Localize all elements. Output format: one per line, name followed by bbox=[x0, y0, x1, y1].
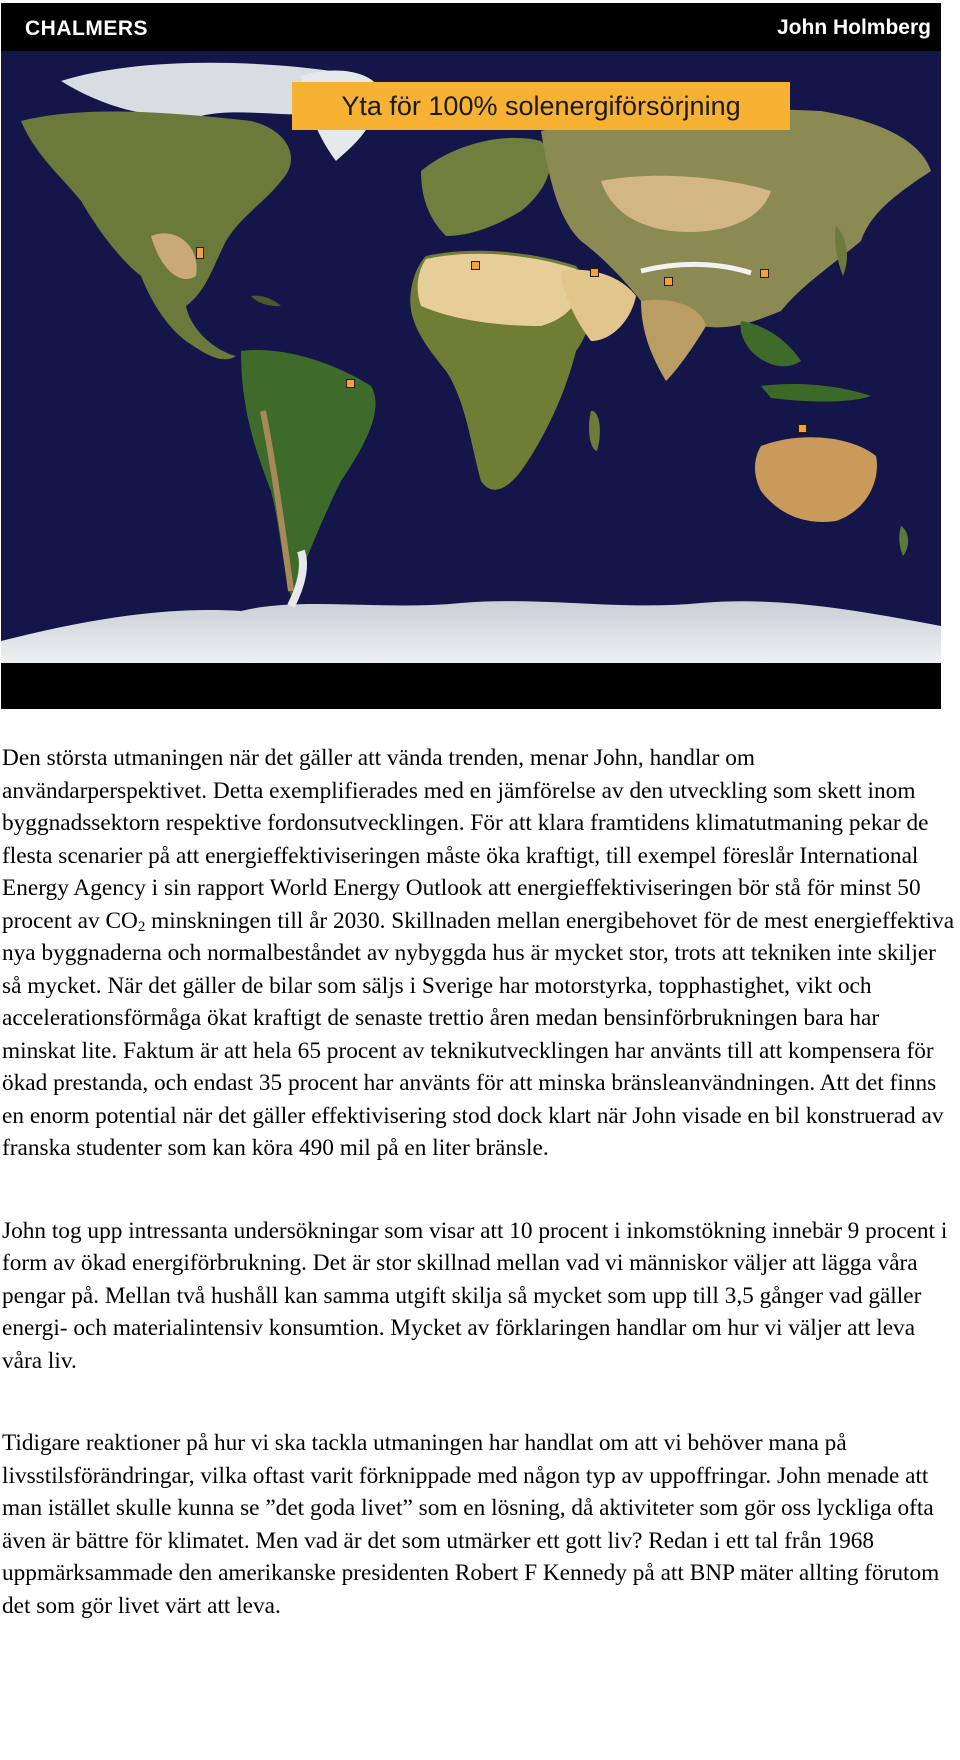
slide-image bbox=[1, 3, 941, 709]
world-map bbox=[1, 51, 941, 663]
paragraph-text: Den största utmaningen när det gäller att vända trenden, menar John, handlar om användarperspektivet. Detta exemplifierades med en jämförelse av den utveckling som skett inom byggnadssektorn respektive fordonsutvecklingen. För att klara framtidens klimatutmaning pekar de flesta scenarier på att energieffektiviseringen måste öka kraftigt, till exempel föreslår International Energy Agency i sin rapport World Energy Outlook att energieffektiviseringen bör stå för minst 50 procent av CO bbox=[2, 745, 929, 934]
article-paragraph: Tidigare reaktioner på hur vi ska tackla utmaningen har handlat om att vi behöver mana på livsstilsförändringar, vilka oftast varit förknippade med någon typ av uppoffringar. John menade att man istället skulle kunna se ”det goda livet” som en lösning, då aktiviteter som gör oss lyckliga ofta även är bättre för klimatet. Men vad är det som utmärker ett gott liv? Redan i ett tal från 1968 uppmärksammade den amerikanske presidenten Robert F Kennedy på att BNP mäter allting förutom det som gör livet värt att leva. bbox=[2, 1430, 940, 1619]
indonesia bbox=[761, 384, 871, 401]
australia bbox=[755, 437, 877, 522]
slide-header bbox=[1, 3, 941, 51]
co2-subscript: 2 bbox=[137, 918, 146, 935]
slide-title-banner bbox=[292, 82, 790, 130]
article-paragraph bbox=[2, 742, 957, 1165]
solar-area-marker-icon bbox=[196, 247, 204, 259]
caribbean bbox=[251, 296, 281, 307]
article-paragraph: John tog upp intressanta undersökningar som visar att 10 procent i inkomstökning innebär 9 procent i form av ökad energiförbrukning. Det är stor skillnad mellan vad vi människor väljer att lägga våra pengar på. Mellan två hushåll kan samma utgift skilja så mycket som upp till 3,5 gånger vad gäller energi- och materialintensiv konsumtion. Mycket av förklaringen handlar om hur vi väljer att leva våra liv. bbox=[2, 1217, 948, 1374]
slide-footer bbox=[1, 663, 941, 709]
southeast-asia bbox=[740, 321, 801, 366]
chalmers-logo: CHALMERS bbox=[25, 17, 148, 40]
solar-area-marker-icon bbox=[590, 268, 599, 277]
solar-area-marker-icon bbox=[346, 379, 355, 388]
new-zealand bbox=[899, 526, 908, 556]
slide-author: John Holmberg bbox=[776, 16, 931, 39]
south-america bbox=[241, 350, 376, 596]
article-body bbox=[2, 742, 957, 1622]
europe bbox=[421, 138, 550, 236]
solar-area-marker-icon bbox=[664, 277, 673, 286]
solar-area-marker-icon bbox=[798, 424, 807, 433]
india bbox=[641, 300, 706, 381]
slide-title: Yta för 100% solenergiförsörjning bbox=[341, 90, 741, 121]
solar-area-marker-icon bbox=[471, 261, 480, 270]
madagascar bbox=[589, 411, 600, 451]
paragraph-text: minskningen till år 2030. Skillnaden mellan energibehovet för de mest energieffektiva nya byggnaderna och normalbeståndet av nybyggda hus är mycket stor, trots att tekniken inte skiljer så mycket. När det gäller de bilar som säljs i Sverige har motorstyrka, topphastighet, vikt och accelerationsförmåga ökat kraftigt de senaste trettio åren medan bensinförbrukningen bara har minskat lite. Faktum är att hela 65 procent av teknikutvecklingen har använts till att kompensera för ökad prestanda, och endast 35 procent har använts för att minska bränsleanvändningen. Att det finns en enorm potential när det gäller effektivisering stod dock klart när John visade en bil konstruerad av franska studenter som kan köra 490 mil på en liter bränsle. bbox=[2, 907, 955, 1161]
world-map-drawing bbox=[1, 51, 941, 663]
solar-area-marker-icon bbox=[760, 269, 769, 278]
antarctica bbox=[1, 601, 941, 663]
